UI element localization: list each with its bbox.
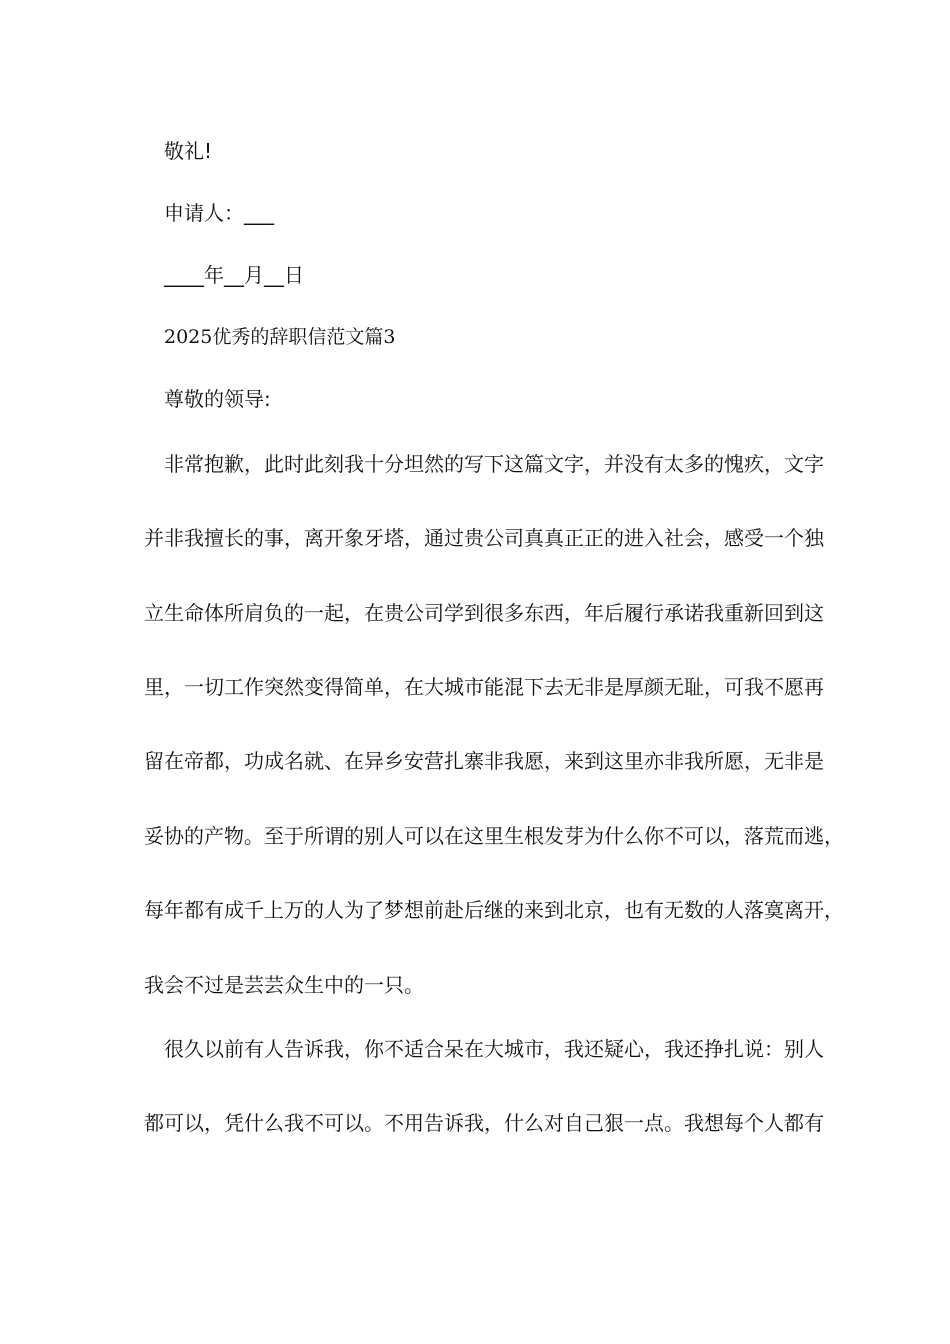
- signature-line: 申请人：___: [164, 201, 274, 225]
- section-title: 2025优秀的辞职信范文篇3: [164, 326, 396, 348]
- paragraph-line: 立生命体所肩负的一起，在贵公司学到很多东西，年后履行承诺我重新回到这: [144, 601, 824, 625]
- date-line: ____年__月__日: [164, 263, 304, 287]
- salutation: 尊敬的领导:: [164, 387, 271, 411]
- paragraph-line: 都可以，凭什么我不可以。不用告诉我，什么对自己狠一点。我想每个人都有: [144, 1111, 824, 1135]
- paragraph-line: 我会不过是芸芸众生中的一只。: [144, 973, 424, 997]
- paragraph-line: 很久以前有人告诉我，你不适合呆在大城市，我还疑心，我还挣扎说：别人: [164, 1037, 824, 1061]
- paragraph-line: 妥协的产物。至于所谓的别人可以在这里生根发芽为什么你不可以，落荒而逃，: [144, 824, 844, 848]
- paragraph-line: 每年都有成千上万的人为了梦想前赴后继的来到北京，也有无数的人落寞离开，: [144, 898, 844, 922]
- paragraph-line: 非常抱歉，此时此刻我十分坦然的写下这篇文字，并没有太多的愧疚，文字: [164, 452, 824, 476]
- paragraph-line: 留在帝都，功成名就、在异乡安营扎寨非我愿，来到这里亦非我所愿，无非是: [144, 749, 824, 773]
- paragraph-line: 并非我擅长的事，离开象牙塔，通过贵公司真真正正的进入社会，感受一个独: [144, 526, 824, 550]
- paragraph-line: 里，一切工作突然变得简单，在大城市能混下去无非是厚颜无耻，可我不愿再: [144, 675, 824, 699]
- closing-line: 敬礼!: [164, 139, 213, 163]
